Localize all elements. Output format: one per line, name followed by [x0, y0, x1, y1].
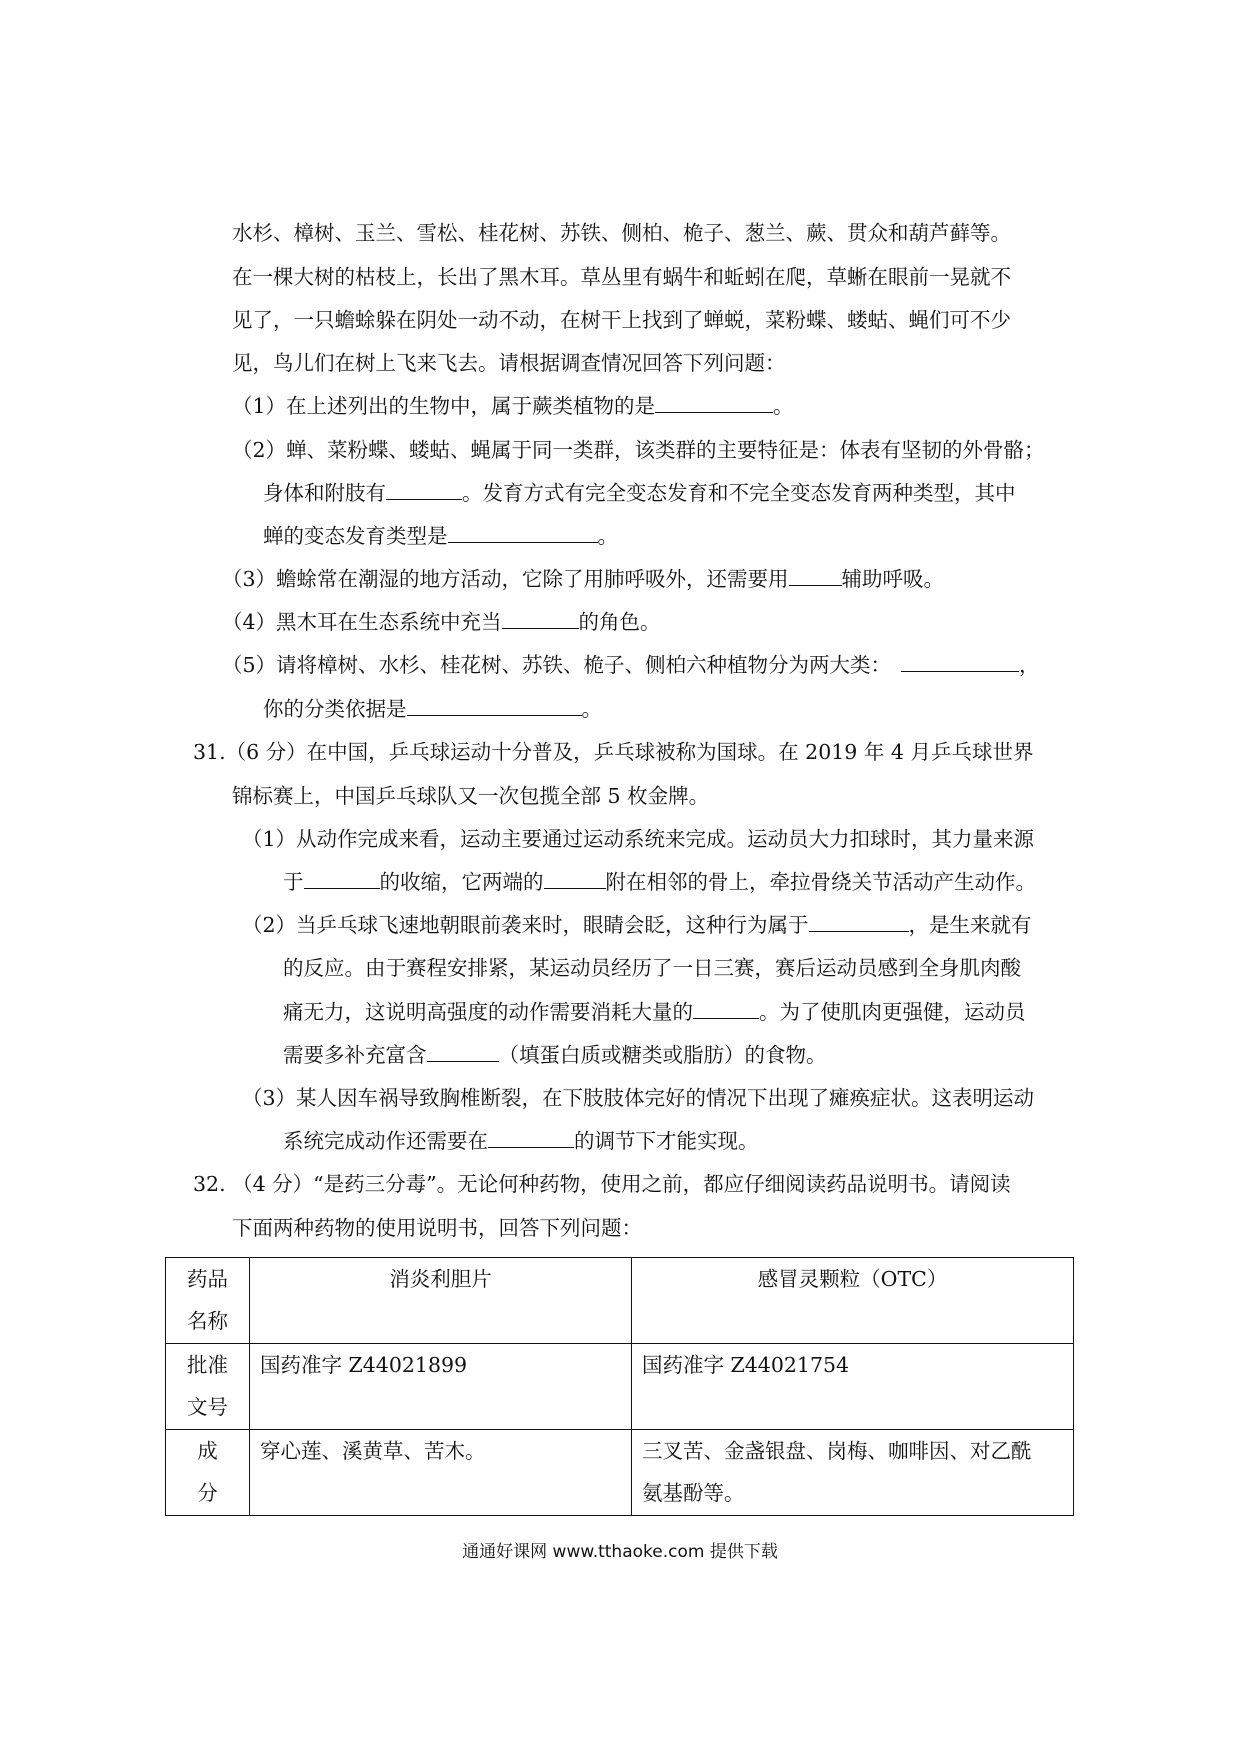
q32-heading-line-2: 下面两种药物的使用说明书，回答下列问题： [232, 1216, 642, 1240]
drug-b-ingredients: 三叉苦、金盏银盘、岗梅、咖啡因、对乙酰 氨基酚等。 [632, 1430, 1074, 1516]
answer-blank[interactable] [502, 608, 579, 629]
answer-blank[interactable] [655, 392, 773, 413]
page-footer: 通通好课网 www.tthaoke.com 提供下载 [462, 1542, 778, 1562]
drug-info-table [165, 1257, 1074, 1516]
q31-part-2-line-2: 的反应。由于赛程安排紧，某运动员经历了一日三赛，赛后运动员感到全身肌肉酸 [283, 956, 1021, 980]
q30-part-2-line-3: 蝉的变态发育类型是 。 [263, 524, 618, 548]
q30-part-2-line-1: （2）蝉、菜粉蝶、蝼蛄、蝇属于同一类群，该类群的主要特征是：体表有坚韧的外骨骼； [232, 438, 1045, 462]
table-row [166, 1430, 1074, 1516]
answer-blank[interactable] [304, 868, 380, 889]
q30-part-2-line-2: 身体和附肢有 。发育方式有完全变态发育和不完全变态发育两种类型，其中 [263, 481, 1016, 505]
answer-blank[interactable] [789, 565, 842, 586]
answer-blank[interactable] [488, 1127, 574, 1148]
answer-blank[interactable] [693, 998, 759, 1019]
q31-part-2-line-3: 痛无力，这说明高强度的动作需要消耗大量的 。为了使肌肉更强健，运动员 [283, 1000, 1026, 1024]
answer-blank[interactable] [427, 1041, 499, 1062]
answer-blank[interactable] [386, 479, 462, 500]
q30-part-4: （4）黑木耳在生态系统中充当 的角色。 [222, 610, 661, 634]
q30-part-1: （1）在上述列出的生物中，属于蕨类植物的是 。 [232, 394, 794, 418]
drug-b-name: 感冒灵颗粒（OTC） [632, 1258, 1074, 1344]
drug-a-approval: 国药准字 Z44021899 [250, 1344, 632, 1430]
q31-heading-line-1: 31.（6 分）在中国，乒乓球运动十分普及，乒乓球被称为国球。在 2019 年 4 月乒乓球世界 [193, 740, 1034, 764]
q32-heading-line-1: 32. （4 分）“是药三分毒”。无论何种药物，使用之前，都应仔细阅读药品说明书。请阅读 [193, 1172, 1011, 1196]
row-header-ingredients: 成 分 [166, 1430, 250, 1516]
answer-blank[interactable] [544, 868, 606, 889]
intro-line-2: 在一棵大树的枯枝上，长出了黑木耳。草丛里有蜗牛和蚯蚓在爬，草蜥在眼前一晃就不 [232, 265, 1011, 289]
q31-part-3-line-1: （3）某人因车祸导致胸椎断裂，在下肢肢体完好的情况下出现了瘫痪症状。这表明运动 [242, 1086, 1035, 1110]
row-header-approval: 批准 文号 [166, 1344, 250, 1430]
q31-part-3-line-2: 系统完成动作还需要在 的调节下才能实现。 [283, 1129, 759, 1153]
table-row [166, 1344, 1074, 1430]
q30-part-5-line-2: 你的分类依据是 。 [263, 697, 602, 721]
q31-part-1-line-1: （1）从动作完成来看，运动主要通过运动系统来完成。运动员大力扣球时，其力量来源 [242, 827, 1035, 851]
intro-line-4: 见，鸟儿们在树上飞来飞去。请根据调查情况回答下列问题： [232, 351, 786, 375]
q31-part-2-line-1: （2）当乒乓球飞速地朝眼前袭来时，眼睛会眨，这种行为属于 ，是生来就有 [242, 913, 1032, 937]
answer-blank[interactable] [901, 651, 1019, 672]
answer-blank[interactable] [448, 522, 598, 543]
intro-line-3: 见了，一只蟾蜍躲在阴处一动不动，在树干上找到了蝉蜕，菜粉蝶、蝼蛄、蝇们可不少 [232, 308, 1011, 332]
drug-a-ingredients: 穿心莲、溪黄草、苦木。 [250, 1430, 632, 1516]
q30-part-5-line-1: （5）请将樟树、水杉、桂花树、苏铁、桅子、侧柏六种植物分为两大类： ， [222, 653, 1040, 677]
answer-blank[interactable] [407, 695, 582, 716]
answer-blank[interactable] [809, 911, 909, 932]
intro-line-1: 水杉、樟树、玉兰、雪松、桂花树、苏铁、侧柏、桅子、葱兰、蕨、贯众和葫芦藓等。 [232, 221, 1011, 245]
row-header-drug-name: 药品 名称 [166, 1258, 250, 1344]
q30-part-3: （3）蟾蜍常在潮湿的地方活动，它除了用肺呼吸外，还需要用 辅助呼吸。 [222, 567, 945, 591]
q31-heading-line-2: 锦标赛上，中国乒乓球队又一次包揽全部 5 枚金牌。 [232, 784, 710, 808]
drug-a-name: 消炎利胆片 [250, 1258, 632, 1344]
q31-part-1-line-2: 于 的收缩，它两端的 附在相邻的骨上，牵拉骨绕关节活动产生动作。 [283, 870, 1036, 894]
table-row [166, 1258, 1074, 1344]
drug-b-approval: 国药准字 Z44021754 [632, 1344, 1074, 1430]
q31-part-2-line-4: 需要多补充富含 （填蛋白质或糖类或脂肪）的食物。 [283, 1043, 827, 1067]
